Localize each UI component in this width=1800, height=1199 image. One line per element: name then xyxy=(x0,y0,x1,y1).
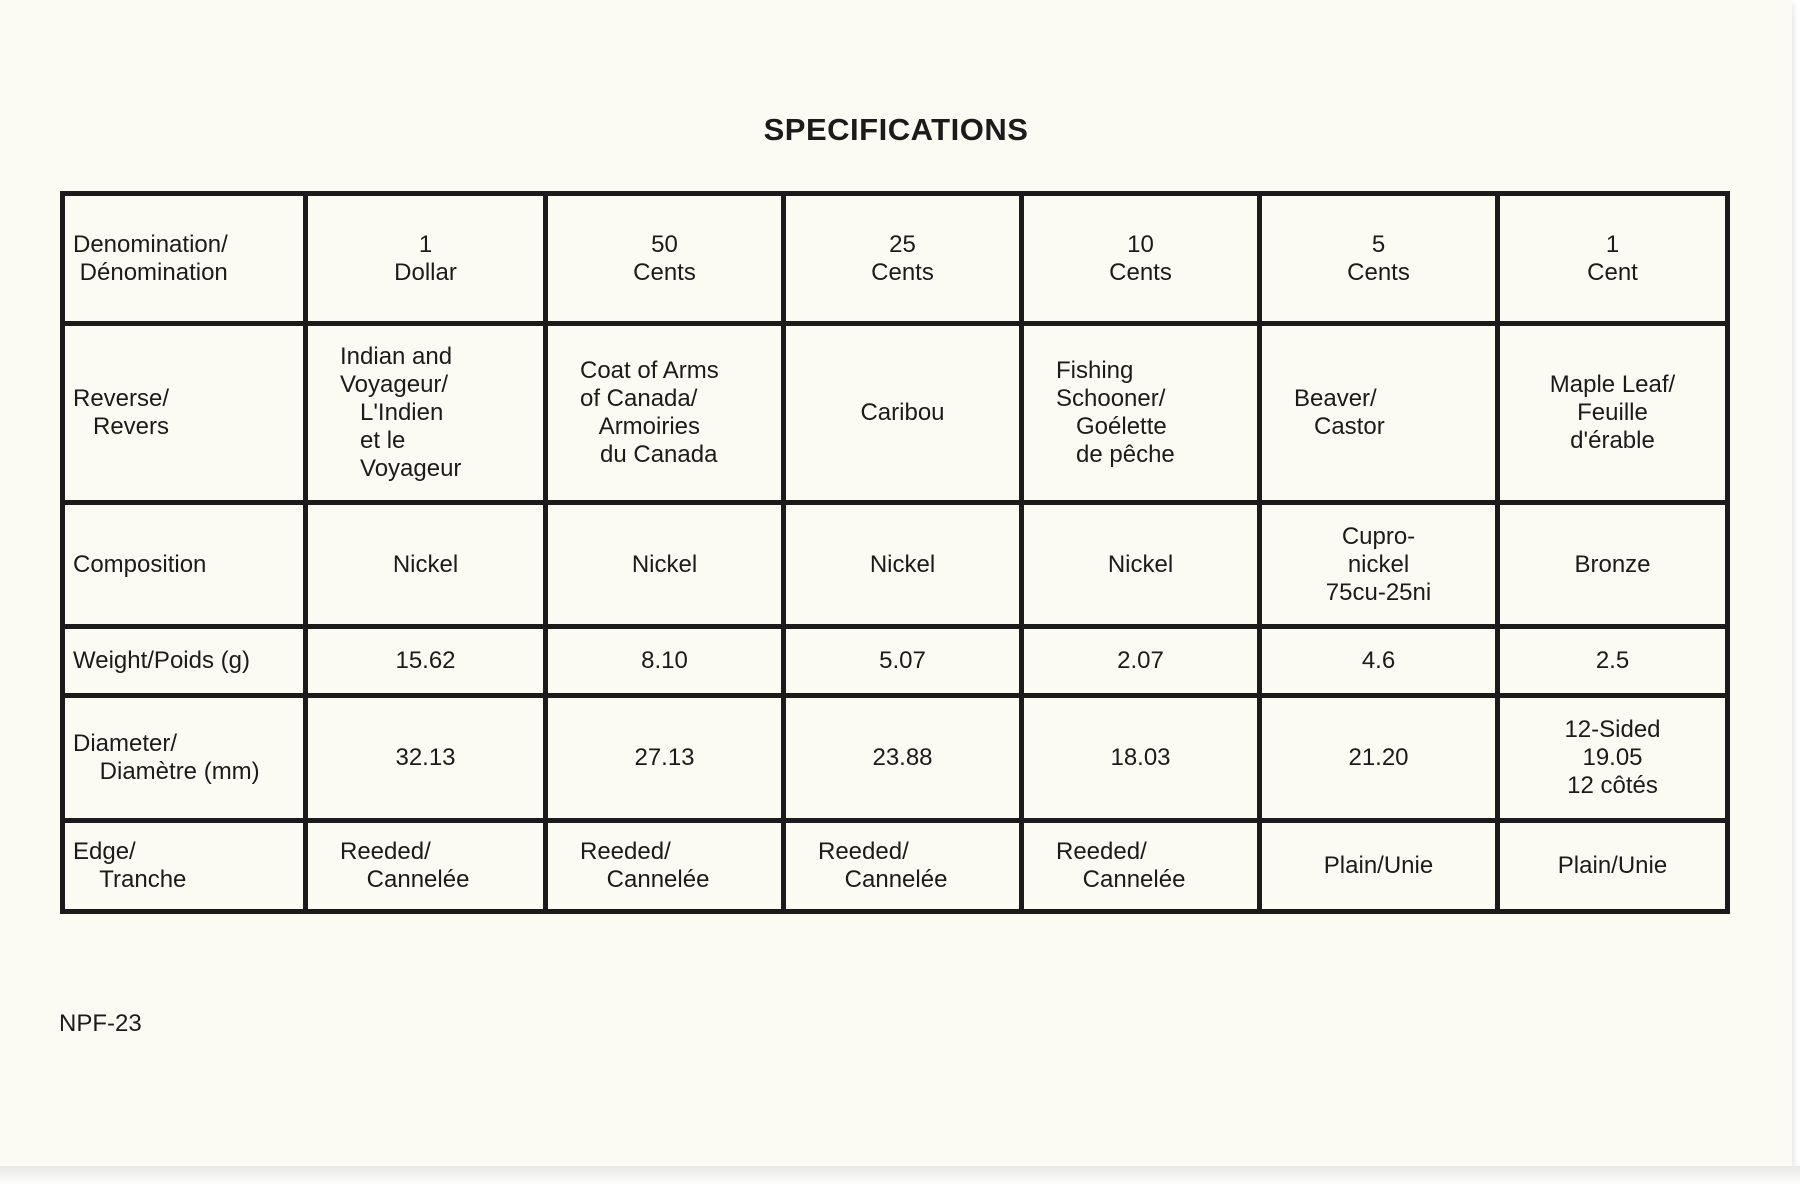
table-cell: 2.07 xyxy=(1022,627,1260,696)
table-cell: 27.13 xyxy=(546,696,784,821)
row-header-diameter: Diameter/ Diamètre (mm) xyxy=(63,696,306,821)
row-header-composition: Composition xyxy=(63,503,306,627)
document-code: NPF-23 xyxy=(59,1010,142,1037)
row-header-weight: Weight/Poids (g) xyxy=(63,627,306,696)
table-cell: Reeded/ Cannelée xyxy=(306,821,546,912)
table-cell: Beaver/ Castor xyxy=(1260,324,1498,503)
row-header-reverse: Reverse/ Revers xyxy=(63,324,306,503)
table-row-denomination xyxy=(63,194,1728,324)
table-cell: 5.07 xyxy=(784,627,1022,696)
row-header-edge: Edge/ Tranche xyxy=(63,821,306,912)
table-cell: Reeded/ Cannelée xyxy=(784,821,1022,912)
table-cell: 5 Cents xyxy=(1260,194,1498,324)
table-cell: Coat of Arms of Canada/ Armoiries du Canada xyxy=(546,324,784,503)
table-cell: Nickel xyxy=(1022,503,1260,627)
table-cell: 23.88 xyxy=(784,696,1022,821)
table-cell: Indian and Voyageur/ L'Indien et le Voyageur xyxy=(306,324,546,503)
table-cell: Cupro- nickel 75cu-25ni xyxy=(1260,503,1498,627)
table-cell: 50 Cents xyxy=(546,194,784,324)
page-title: SPECIFICATIONS xyxy=(763,112,1029,147)
table-cell: Nickel xyxy=(784,503,1022,627)
table-cell: 12-Sided 19.05 12 côtés xyxy=(1498,696,1728,821)
table-cell: 15.62 xyxy=(306,627,546,696)
table-cell: Nickel xyxy=(306,503,546,627)
table-row-reverse xyxy=(63,324,1728,503)
table-row-composition xyxy=(63,503,1728,627)
table-cell: 1 Cent xyxy=(1498,194,1728,324)
table-cell: Caribou xyxy=(784,324,1022,503)
table-cell: 4.6 xyxy=(1260,627,1498,696)
table-cell: 25 Cents xyxy=(784,194,1022,324)
table-cell: Plain/Unie xyxy=(1260,821,1498,912)
row-header-denomination: Denomination/ Dénomination xyxy=(63,194,306,324)
specifications-table xyxy=(60,191,1730,914)
table-cell: 2.5 xyxy=(1498,627,1728,696)
table-cell: 10 Cents xyxy=(1022,194,1260,324)
table-row-diameter xyxy=(63,696,1728,821)
table-cell: 18.03 xyxy=(1022,696,1260,821)
table-cell: Bronze xyxy=(1498,503,1728,627)
table-row-weight xyxy=(63,627,1728,696)
table-cell: 1 Dollar xyxy=(306,194,546,324)
table-cell: Reeded/ Cannelée xyxy=(1022,821,1260,912)
table-cell: 8.10 xyxy=(546,627,784,696)
table-cell: Plain/Unie xyxy=(1498,821,1728,912)
table-cell: Nickel xyxy=(546,503,784,627)
table-cell: Maple Leaf/ Feuille d'érable xyxy=(1498,324,1728,503)
table-row-edge xyxy=(63,821,1728,912)
table-cell: Fishing Schooner/ Goélette de pêche xyxy=(1022,324,1260,503)
table-cell: 21.20 xyxy=(1260,696,1498,821)
card-shadow-edge xyxy=(0,1166,1800,1199)
table-cell: 32.13 xyxy=(306,696,546,821)
table-cell: Reeded/ Cannelée xyxy=(546,821,784,912)
